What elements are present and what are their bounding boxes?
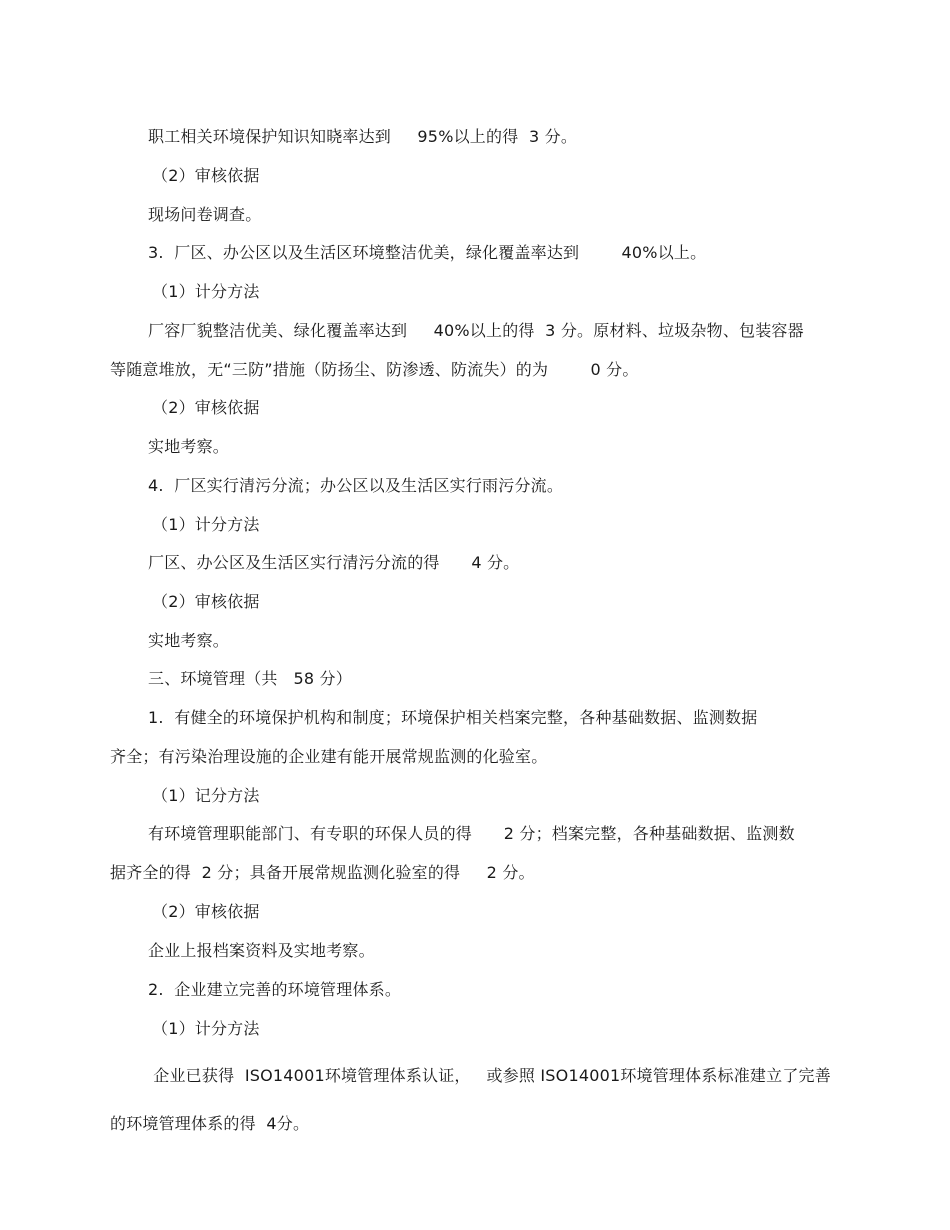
subheading: （2）审核依据 xyxy=(152,592,260,611)
text-line: 企业已获得 ISO14001环境管理体系认证， 或参照 ISO14001环境管理体系标准建立了完善 xyxy=(148,1066,831,1085)
text-line: 有环境管理职能部门、有专职的环保人员的得 2 分；档案完整，各种基础数据、监测数 xyxy=(148,824,795,843)
section-item: 4. 厂区实行清污分流；办公区以及生活区实行雨污分流。 xyxy=(148,476,564,495)
section-heading: 三、环境管理（共 58 分） xyxy=(148,669,352,688)
text-line: 据齐全的得 2 分；具备开展常规监测化验室的得 2 分。 xyxy=(110,863,535,882)
subheading: （1）记分方法 xyxy=(152,786,260,805)
section-item: 3. 厂区、办公区以及生活区环境整洁优美，绿化覆盖率达到 40%以上。 xyxy=(148,243,707,262)
subheading: （1）计分方法 xyxy=(152,515,260,534)
text-line: 职工相关环境保护知识知晓率达到 95%以上的得 3 分。 xyxy=(148,127,578,146)
section-item: 2. 企业建立完善的环境管理体系。 xyxy=(148,980,402,999)
text-line: 等随意堆放，无“三防”措施（防扬尘、防渗透、防流失）的为 0 分。 xyxy=(110,360,639,379)
section-item: 1. 有健全的环境保护机构和制度；环境保护相关档案完整，各种基础数据、监测数据 xyxy=(148,708,758,727)
subheading: （2）审核依据 xyxy=(152,902,260,921)
text-line: 现场问卷调查。 xyxy=(148,205,262,224)
text-line: 厂容厂貌整洁优美、绿化覆盖率达到 40%以上的得 3 分。原材料、垃圾杂物、包装容器 xyxy=(148,321,804,340)
subheading: （1）计分方法 xyxy=(152,1019,260,1038)
subheading: （2）审核依据 xyxy=(152,166,260,185)
subheading: （2）审核依据 xyxy=(152,398,260,417)
text-line: 厂区、办公区及生活区实行清污分流的得 4 分。 xyxy=(148,553,520,572)
text-line: 齐全；有污染治理设施的企业建有能开展常规监测的化验室。 xyxy=(110,747,548,766)
text-line: 的环境管理体系的得 4分。 xyxy=(110,1114,310,1133)
text-line: 实地考察。 xyxy=(148,437,230,456)
subheading: （1）计分方法 xyxy=(152,282,260,301)
text-line: 企业上报档案资料及实地考察。 xyxy=(148,941,375,960)
text-line: 实地考察。 xyxy=(148,631,230,650)
